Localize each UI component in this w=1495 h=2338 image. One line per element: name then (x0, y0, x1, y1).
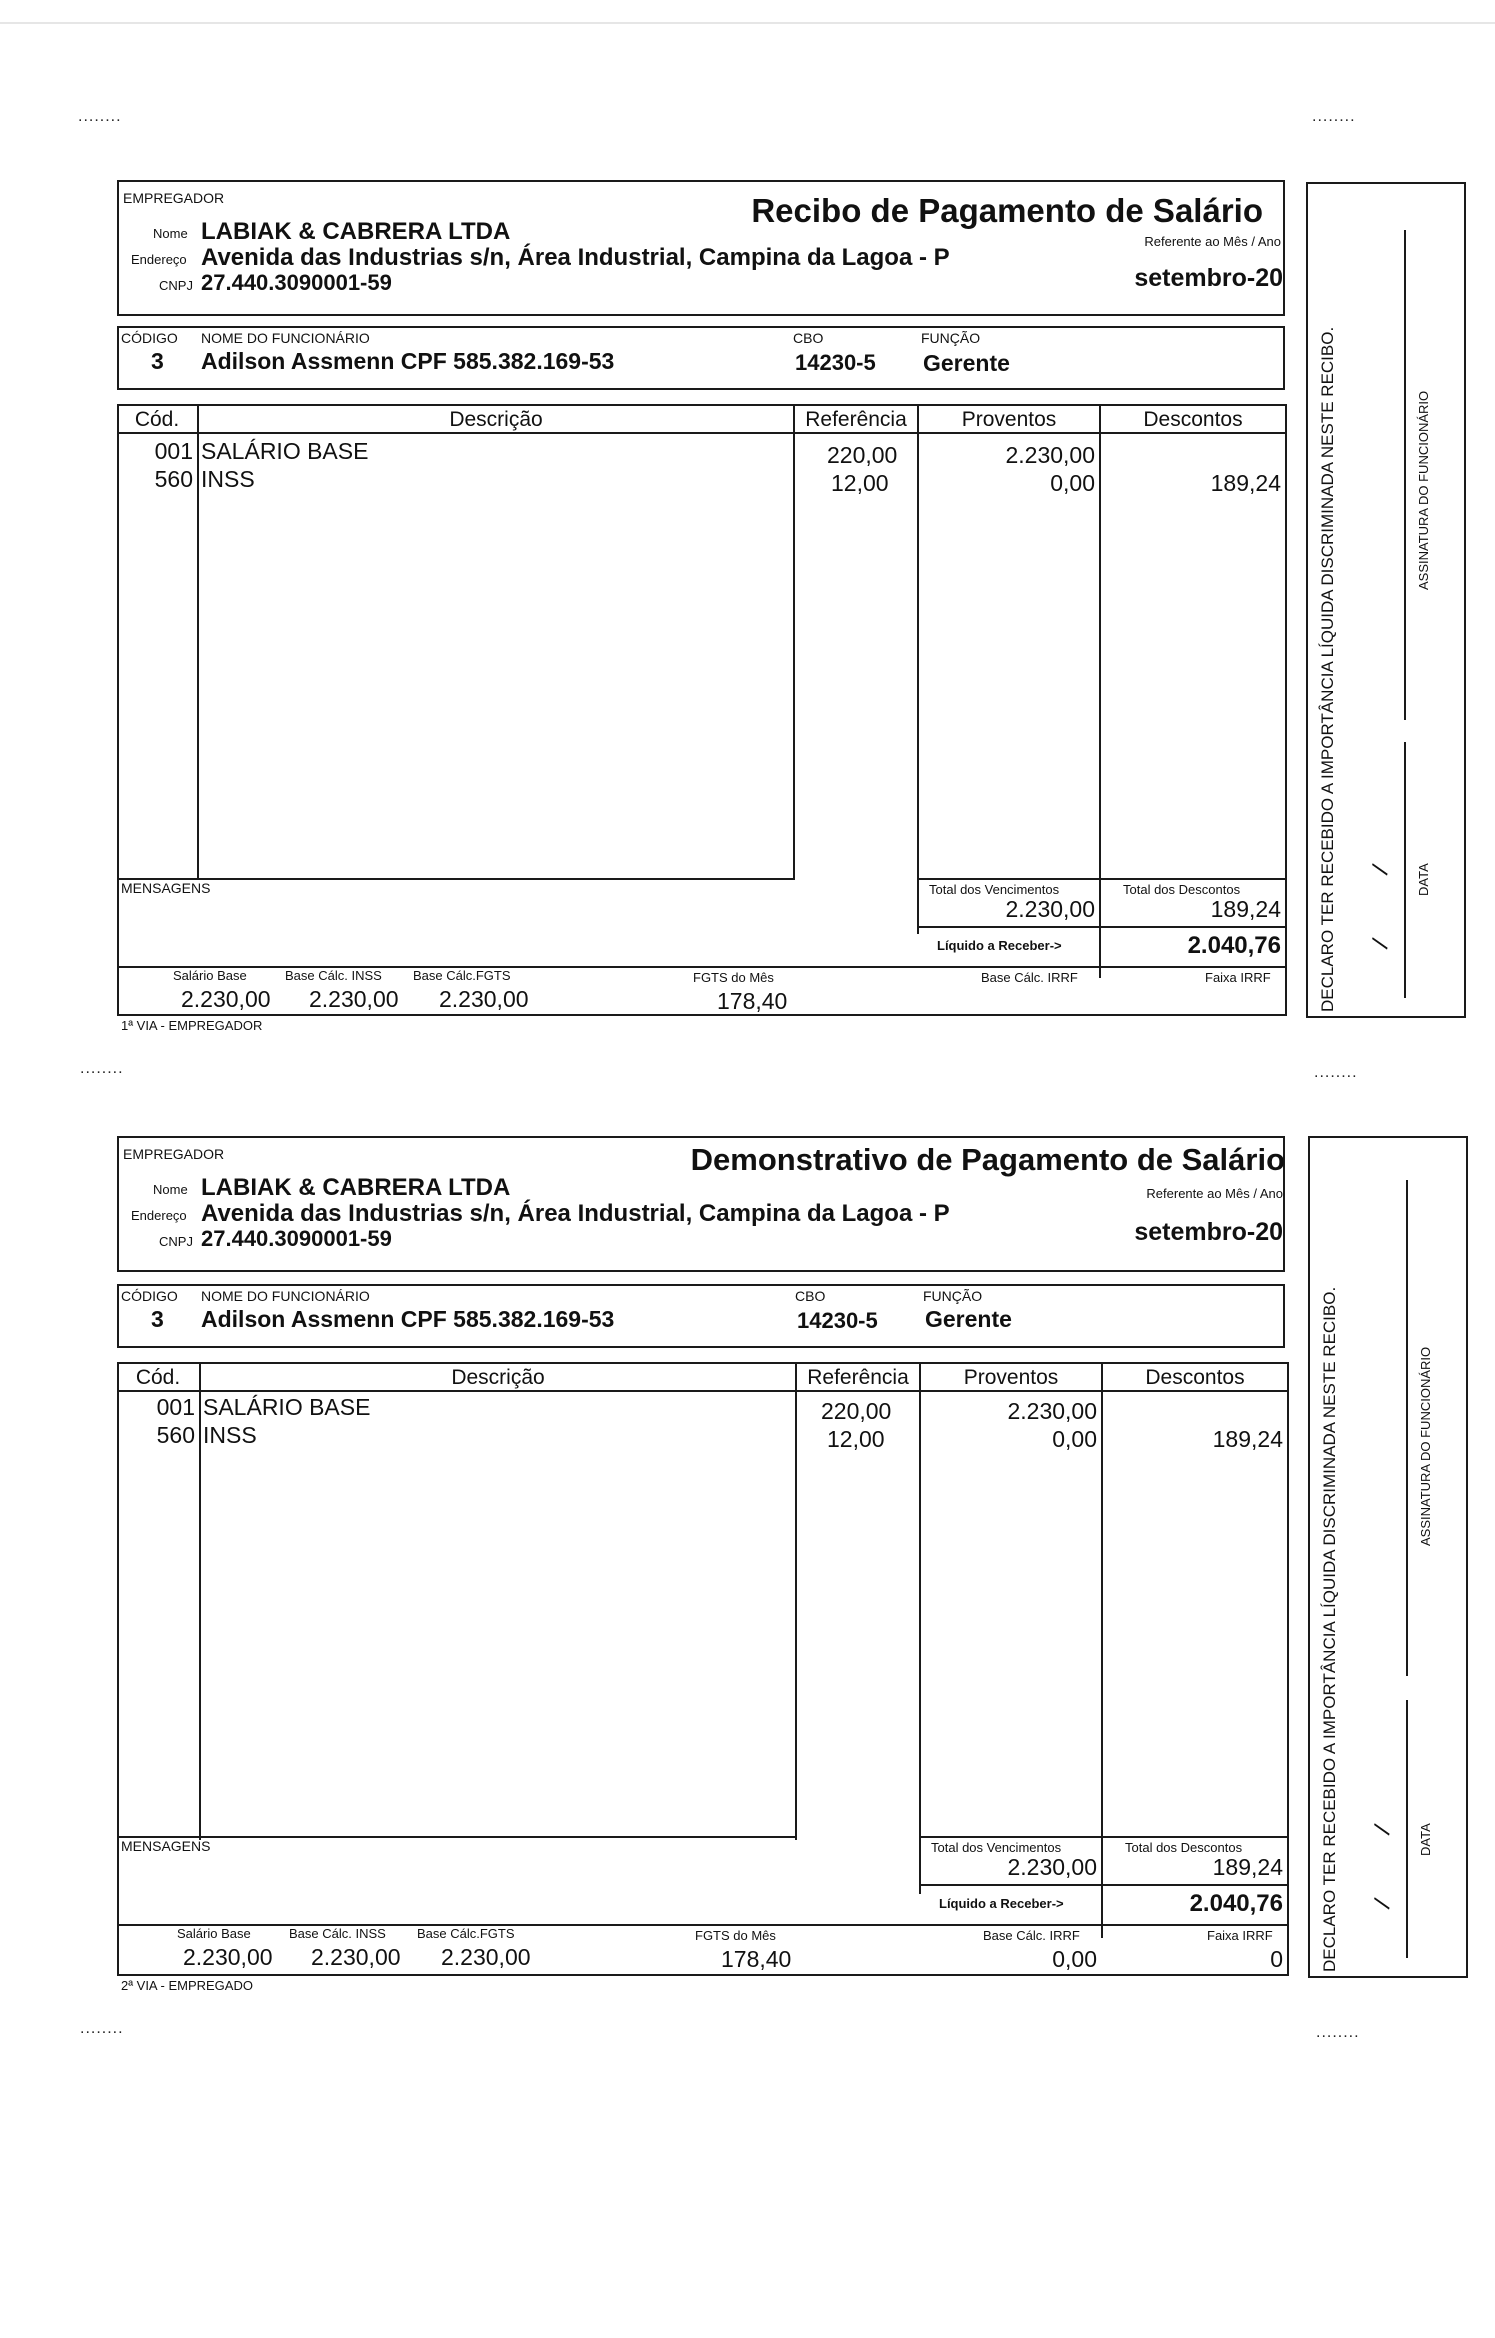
employee-name: Adilson Assmenn CPF 585.382.169-53 (201, 348, 615, 374)
document-title: Demonstrativo de Pagamento de Salário (690, 1142, 1285, 1177)
via-label: 1ª VIA - EMPREGADOR (121, 1018, 263, 1033)
employer-name: LABIAK & CABRERA LTDA (201, 218, 511, 245)
item-descontos: 189,24 (1212, 1426, 1283, 1452)
cbo-value: 14230-5 (795, 350, 876, 375)
cbo-value: 14230-5 (797, 1308, 878, 1333)
fgts-mes-label: FGTS do Mês (695, 1928, 776, 1943)
base-inss-label: Base Cálc. INSS (289, 1926, 386, 1941)
cbo-label: CBO (793, 330, 824, 346)
cut-mark: ........ (1314, 1064, 1358, 1081)
base-inss-value: 2.230,00 (309, 986, 399, 1012)
funcionario-label: NOME DO FUNCIONÁRIO (201, 330, 370, 346)
base-irrf-label: Base Cálc. IRRF (983, 1928, 1080, 1943)
col-header-cod: Cód. (134, 408, 180, 431)
liquido-rule (917, 926, 1287, 928)
cnpj-value: 27.440.3090001-59 (201, 1226, 392, 1251)
base-fgts-label: Base Cálc.FGTS (413, 968, 511, 983)
item-descontos: 189,24 (1210, 470, 1281, 496)
date-slash: / (1367, 862, 1395, 878)
faixa-irrf-value: 0 (1270, 1946, 1283, 1972)
col-header-descricao: Descrição (449, 408, 543, 431)
date-slash: / (1369, 1896, 1397, 1912)
faixa-irrf-label: Faixa IRRF (1207, 1928, 1273, 1943)
total-vencimentos-value: 2.230,00 (1005, 896, 1095, 922)
funcionario-label: NOME DO FUNCIONÁRIO (201, 1288, 370, 1304)
liquido-rule (919, 1884, 1289, 1886)
total-descontos-value: 189,24 (1212, 1854, 1283, 1880)
employer-label: EMPREGADOR (123, 190, 225, 206)
faixa-irrf-label: Faixa IRRF (1205, 970, 1271, 985)
document-title: Recibo de Pagamento de Salário (751, 192, 1263, 229)
total-vencimentos-label: Total dos Vencimentos (931, 1840, 1062, 1855)
item-descricao: SALÁRIO BASE (203, 1394, 371, 1420)
table-header-rule (117, 432, 1287, 434)
col-rule (199, 1362, 201, 1840)
employee-code: 3 (151, 348, 164, 374)
base-fgts-value: 2.230,00 (441, 1944, 531, 1970)
liquido-value: 2.040,76 (1189, 1890, 1283, 1917)
assinatura-label: ASSINATURA DO FUNCIONÁRIO (1416, 390, 1431, 590)
salario-base-value: 2.230,00 (181, 986, 271, 1012)
employer-address: Avenida das Industrias s/n, Área Industrial, Campina da Lagoa - P (201, 244, 950, 271)
date-slash: / (1369, 1822, 1397, 1838)
item-cod: 560 (156, 1422, 195, 1448)
endereco-label: Endereço (131, 1208, 187, 1223)
col-header-referencia: Referência (805, 408, 907, 431)
item-descricao: SALÁRIO BASE (201, 438, 369, 464)
liquido-label: Líquido a Receber-> (939, 1896, 1064, 1911)
funcao-value: Gerente (923, 350, 1010, 376)
date-slash: / (1367, 936, 1395, 952)
receipt-declaration: DECLARO TER RECEBIDO A IMPORTÂNCIA LÍQUIDA DISCRIMINADA NESTE RECIBO. (1320, 1286, 1339, 1972)
nome-label: Nome (153, 1182, 188, 1197)
base-fgts-label: Base Cálc.FGTS (417, 1926, 515, 1941)
cnpj-label: CNPJ (159, 1234, 193, 1249)
date-line (1406, 1700, 1408, 1958)
item-descricao: INSS (203, 1422, 257, 1448)
col-header-proventos: Proventos (963, 1366, 1059, 1389)
col-rule (793, 404, 795, 880)
funcao-value: Gerente (925, 1306, 1012, 1332)
cut-mark: ........ (78, 108, 122, 125)
col-header-referencia: Referência (807, 1366, 909, 1389)
cut-mark: ........ (1312, 108, 1356, 125)
codigo-label: CÓDIGO (121, 330, 178, 346)
liquido-label: Líquido a Receber-> (937, 938, 1062, 953)
mensagens-rule (117, 1836, 795, 1838)
base-irrf-value: 0,00 (1052, 1946, 1097, 1972)
total-vencimentos-value: 2.230,00 (1007, 1854, 1097, 1880)
funcao-label: FUNÇÃO (923, 1288, 983, 1304)
signature-line (1404, 230, 1406, 720)
referente-label: Referente ao Mês / Ano (1146, 1186, 1283, 1201)
total-descontos-label: Total dos Descontos (1125, 1840, 1243, 1855)
scan-top-edge (0, 22, 1495, 24)
salario-base-value: 2.230,00 (183, 1944, 273, 1970)
endereco-label: Endereço (131, 252, 187, 267)
employee-code: 3 (151, 1306, 164, 1332)
receipt-declaration: DECLARO TER RECEBIDO A IMPORTÂNCIA LÍQUIDA DISCRIMINADA NESTE RECIBO. (1318, 326, 1337, 1012)
item-proventos: 0,00 (1050, 470, 1095, 496)
period-value: setembro-20 (1134, 1218, 1283, 1246)
item-proventos: 2.230,00 (1005, 442, 1095, 468)
item-proventos: 2.230,00 (1007, 1398, 1097, 1424)
assinatura-label: ASSINATURA DO FUNCIONÁRIO (1418, 1346, 1433, 1546)
item-descricao: INSS (201, 466, 255, 492)
cut-mark: ........ (80, 2020, 124, 2037)
mensagens-label: MENSAGENS (121, 880, 211, 896)
item-referencia: 220,00 (827, 442, 898, 468)
fgts-mes-value: 178,40 (717, 988, 788, 1014)
payslip-2 (117, 1136, 1295, 2031)
mensagens-rule (117, 878, 793, 880)
fgts-mes-value: 178,40 (721, 1946, 792, 1972)
salario-base-label: Salário Base (177, 1926, 251, 1941)
employee-name: Adilson Assmenn CPF 585.382.169-53 (201, 1306, 615, 1332)
data-label: DATA (1416, 863, 1431, 896)
salario-base-label: Salário Base (173, 968, 247, 983)
base-fgts-value: 2.230,00 (439, 986, 529, 1012)
col-header-cod: Cód. (135, 1366, 181, 1389)
funcao-label: FUNÇÃO (921, 330, 981, 346)
totals-rule (919, 1836, 1289, 1838)
date-line (1404, 742, 1406, 998)
total-descontos-label: Total dos Descontos (1123, 882, 1241, 897)
col-header-descontos: Descontos (1143, 408, 1243, 431)
referente-label: Referente ao Mês / Ano (1144, 234, 1281, 249)
base-inss-value: 2.230,00 (311, 1944, 401, 1970)
col-header-descontos: Descontos (1145, 1366, 1245, 1389)
nome-label: Nome (153, 226, 188, 241)
item-referencia: 12,00 (827, 1426, 885, 1452)
cut-mark: ........ (1316, 2024, 1360, 2041)
liquido-value: 2.040,76 (1187, 932, 1281, 959)
base-irrf-label: Base Cálc. IRRF (981, 970, 1078, 985)
cnpj-label: CNPJ (159, 278, 193, 293)
employer-name: LABIAK & CABRERA LTDA (201, 1174, 511, 1201)
table-header-rule (117, 1390, 1289, 1392)
signature-line (1406, 1180, 1408, 1676)
mensagens-label: MENSAGENS (121, 1838, 211, 1854)
codigo-label: CÓDIGO (121, 1288, 178, 1304)
item-proventos: 0,00 (1052, 1426, 1097, 1452)
period-value: setembro-20 (1134, 264, 1283, 292)
item-referencia: 12,00 (831, 470, 889, 496)
item-cod: 560 (154, 466, 193, 492)
item-cod: 001 (154, 438, 193, 464)
fgts-mes-label: FGTS do Mês (693, 970, 774, 985)
data-label: DATA (1418, 1823, 1433, 1856)
col-header-proventos: Proventos (961, 408, 1057, 431)
cut-mark: ........ (80, 1060, 124, 1077)
via-label: 2ª VIA - EMPREGADO (121, 1978, 253, 1993)
employer-address: Avenida das Industrias s/n, Área Industrial, Campina da Lagoa - P (201, 1200, 950, 1227)
col-rule (197, 404, 199, 880)
cnpj-value: 27.440.3090001-59 (201, 270, 392, 295)
col-header-descricao: Descrição (451, 1366, 545, 1389)
total-vencimentos-label: Total dos Vencimentos (929, 882, 1060, 897)
base-inss-label: Base Cálc. INSS (285, 968, 382, 983)
cbo-label: CBO (795, 1288, 826, 1304)
col-rule (795, 1362, 797, 1840)
payslip-1 (117, 180, 1295, 1075)
total-descontos-value: 189,24 (1210, 896, 1281, 922)
totals-rule (917, 878, 1287, 880)
item-referencia: 220,00 (821, 1398, 892, 1424)
employer-label: EMPREGADOR (123, 1146, 225, 1162)
item-cod: 001 (156, 1394, 195, 1420)
